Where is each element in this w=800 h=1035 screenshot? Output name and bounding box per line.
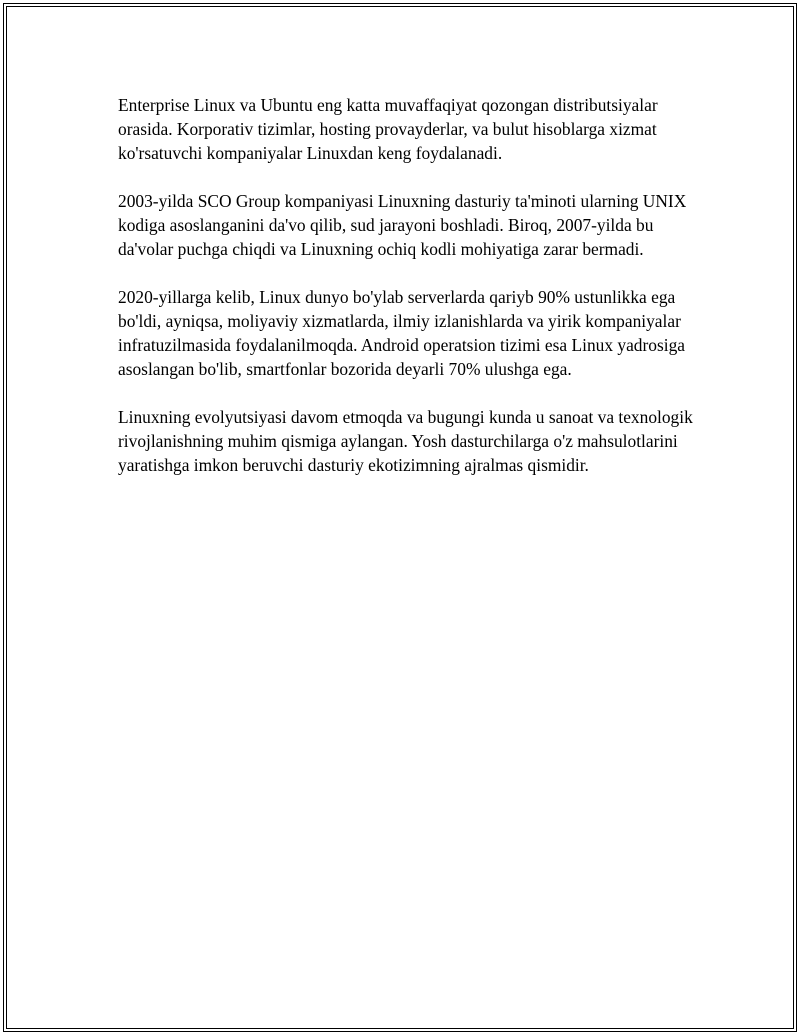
paragraph-4: Linuxning evolyutsiyasi davom etmoqda va bugungi kunda u sanoat va texnologik rivojlanishning muhim qismiga aylangan. Yosh dasturchilarga o'z mahsulotlarini yaratishga imkon beruvchi dasturiy ekotizimning ajralmas qismidir.	[118, 407, 693, 475]
paragraph-2: 2003-yilda SCO Group kompaniyasi Linuxning dasturiy ta'minoti ularning UNIX kodiga asoslanganini da'vo qilib, sud jarayoni boshladi. Biroq, 2007-yilda bu da'volar puchga chiqdi va Linuxning ochiq kodli mohiyatiga zarar bermadi.	[118, 191, 687, 259]
document-body	[118, 93, 698, 501]
paragraph-1: Enterprise Linux va Ubuntu eng katta muvaffaqiyat qozongan distributsiyalar orasida. Korporativ tizimlar, hosting provayderlar, va bulut hisoblarga xizmat ko'rsatuvchi kompaniyalar Linuxdan keng foydalanadi.	[118, 95, 658, 163]
paragraph-3: 2020-yillarga kelib, Linux dunyo bo'ylab serverlarda qariyb 90% ustunlikka ega bo'ldi, ayniqsa, moliyaviy xizmatlarda, ilmiy izlanishlarda va yirik kompaniyalar infratuzilmasida foydalanilmoqda. Android operatsion tizimi esa Linux yadrosiga asoslangan bo'lib, smartfonlar bozorida deyarli 70% ulushga ega.	[118, 287, 685, 379]
